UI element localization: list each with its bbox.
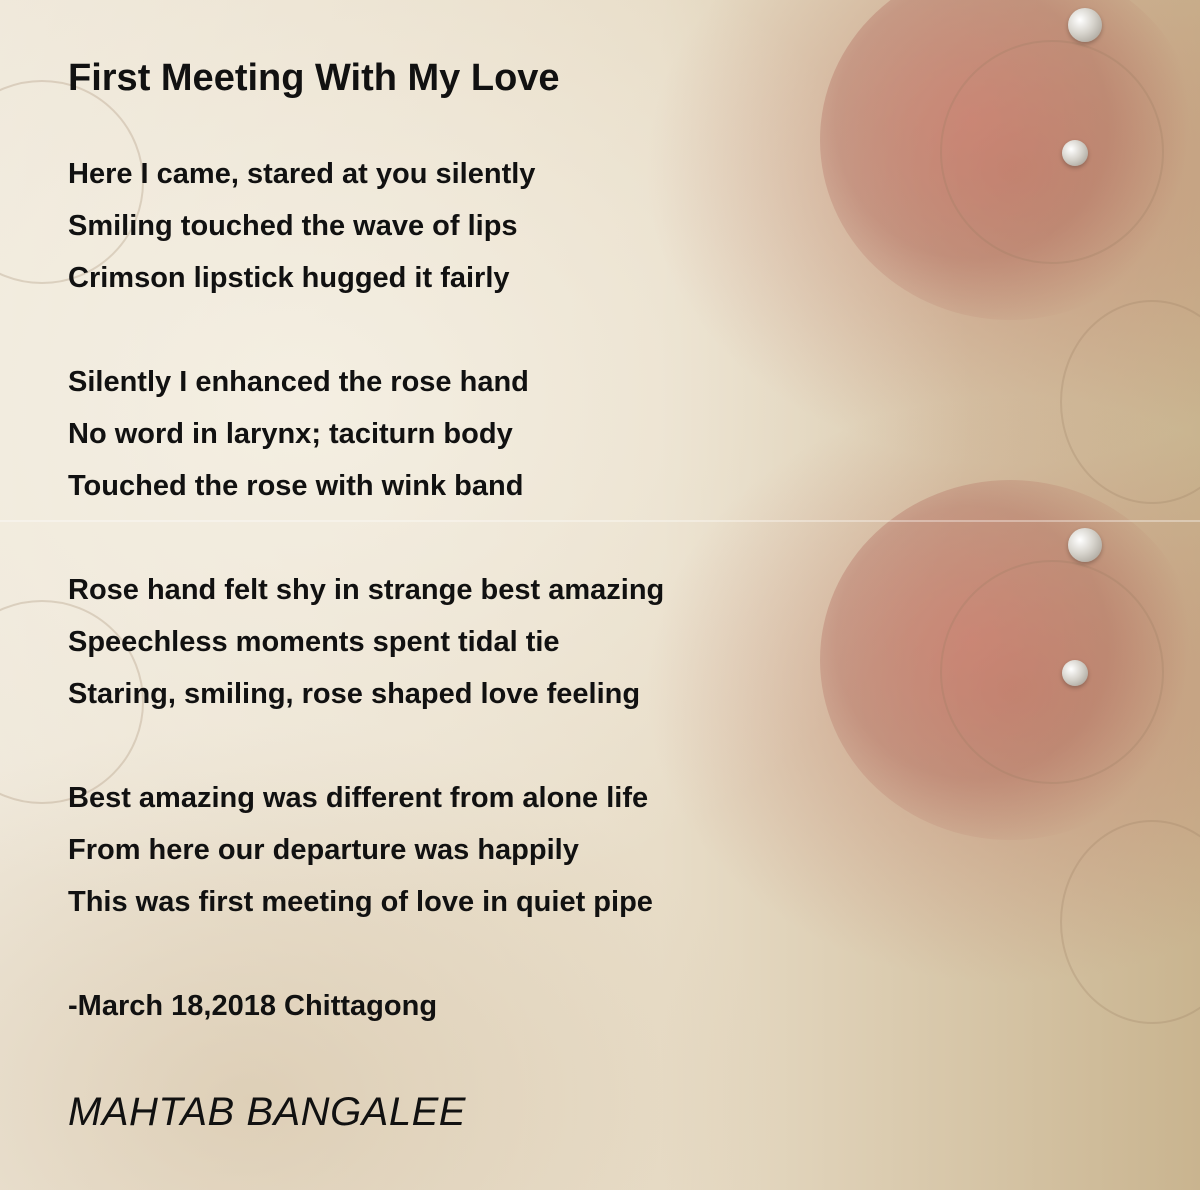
poem-line: Staring, smiling, rose shaped love feeling: [68, 678, 641, 710]
poem-line: Touched the rose with wink band: [68, 470, 524, 502]
poem-dateline: -March 18,2018 Chittagong: [68, 990, 438, 1022]
pearl-decoration: [1062, 660, 1088, 686]
stanza: [68, 772, 868, 928]
swirl-decoration: [1060, 300, 1200, 504]
poem-line: Smiling touched the wave of lips: [68, 210, 518, 242]
poem-line: Crimson lipstick hugged it fairly: [68, 262, 510, 294]
poem-line: Here I came, stared at you silently: [68, 158, 536, 190]
pearl-decoration: [1068, 528, 1102, 562]
poem-author: MAHTAB BANGALEE: [68, 1090, 466, 1134]
poem-line: No word in larynx; taciturn body: [68, 418, 513, 450]
stanza: [68, 148, 868, 304]
swirl-decoration: [1060, 820, 1200, 1024]
poem-title: First Meeting With My Love: [68, 57, 560, 99]
poem-line: Rose hand felt shy in strange best amazing: [68, 574, 665, 606]
poem-line: Best amazing was different from alone life: [68, 782, 649, 814]
stanza: [68, 356, 868, 512]
poem-content: [68, 50, 868, 1140]
pearl-decoration: [1068, 8, 1102, 42]
stanza: [68, 564, 868, 720]
swirl-decoration: [940, 40, 1164, 264]
pearl-decoration: [1062, 140, 1088, 166]
poem-line: Speechless moments spent tidal tie: [68, 626, 560, 658]
poem-line: This was first meeting of love in quiet pipe: [68, 886, 653, 918]
poem-line: From here our departure was happily: [68, 834, 579, 866]
swirl-decoration: [940, 560, 1164, 784]
poem-line: Silently I enhanced the rose hand: [68, 366, 529, 398]
